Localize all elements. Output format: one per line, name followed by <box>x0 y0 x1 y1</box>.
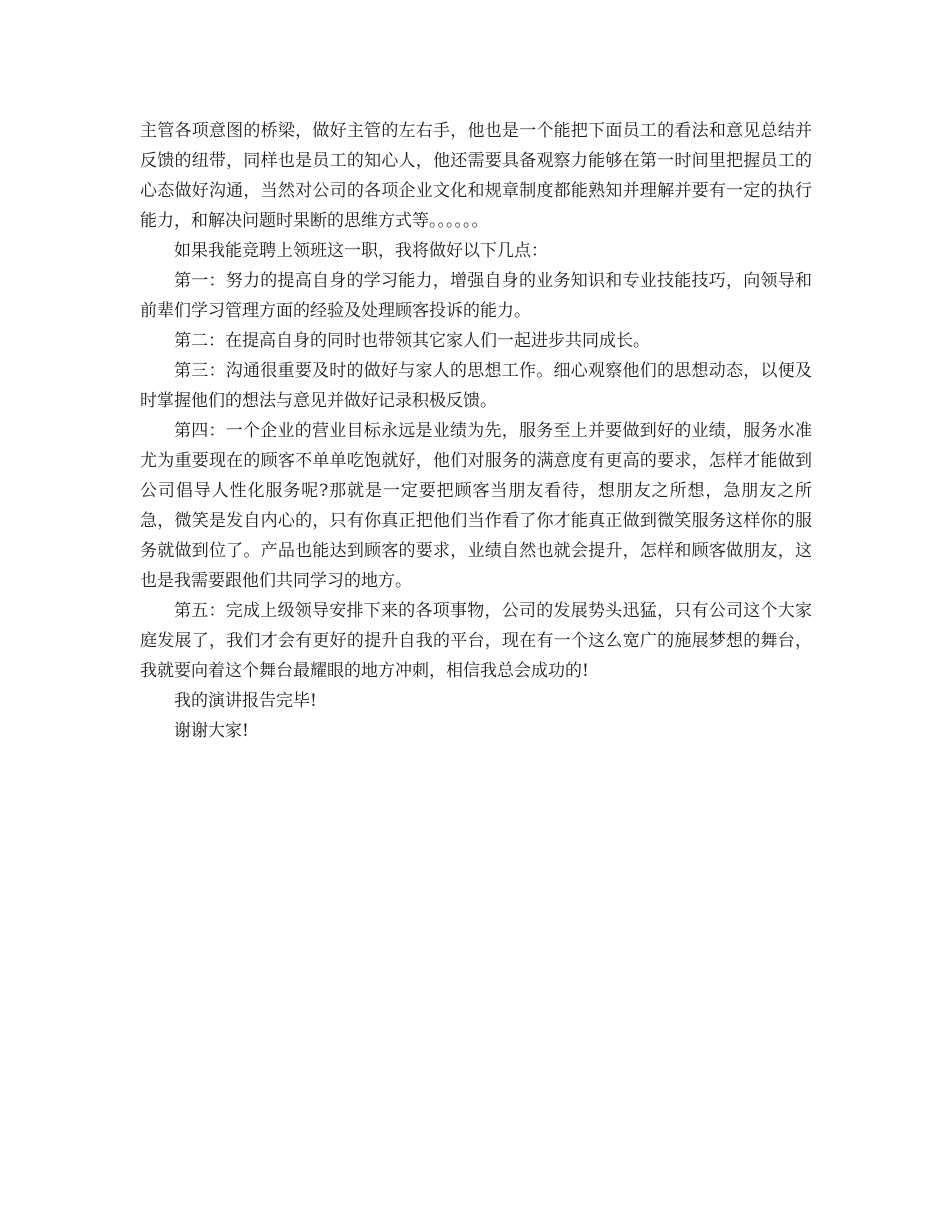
paragraph-point-five: 第五：完成上级领导安排下来的各项事物，公司的发展势头迅猛，只有公司这个大家庭发展了，我们才会有更好的提升自我的平台，现在有一个这么宽广的施展梦想的舞台，我就要向着这个舞台最耀眼的地方冲刺，相信我总会成功的! <box>140 601 812 681</box>
paragraph-commitment-lead: 如果我能竞聘上领班这一职，我将做好以下几点： <box>174 241 548 261</box>
paragraph-point-three: 第三：沟通很重要及时的做好与家人的思想工作。细心观察他们的思想动态，以便及时掌握他们的想法与意见并做好记录积极反馈。 <box>140 361 812 411</box>
paragraph-closing: 我的演讲报告完毕! <box>174 691 317 711</box>
document-body <box>140 116 812 746</box>
paragraph-point-four: 第四：一个企业的营业目标永远是业绩为先，服务至上并要做到好的业绩，服务水准尤为重要现在的顾客不单单吃饱就好，他们对服务的满意度有更高的要求，怎样才能做到公司倡导人性化服务呢?那就是一定要把顾客当朋友看待，想朋友之所想，急朋友之所急，微笑是发自内心的，只有你真正把他们当作看了你才能真正做到微笑服务这样你的服务就做到位了。产品也能达到顾客的要求，业绩自然也就会提升，怎样和顾客做朋友，这也是我需要跟他们共同学习的地方。 <box>140 421 812 591</box>
paragraph-point-two: 第二：在提高自身的同时也带领其它家人们一起进步共同成长。 <box>174 331 650 351</box>
paragraph-point-one: 第一：努力的提高自身的学习能力，增强自身的业务知识和专业技能技巧，向领导和前辈们学习管理方面的经验及处理顾客投诉的能力。 <box>140 271 812 321</box>
paragraph-thanks: 谢谢大家! <box>174 721 249 741</box>
paragraph-intro-continuation: 主管各项意图的桥梁，做好主管的左右手，他也是一个能把下面员工的看法和意见总结并反馈的纽带，同样也是员工的知心人，他还需要具备观察力能够在第一时间里把握员工的心态做好沟通，当然对公司的各项企业文化和规章制度都能熟知并理解并要有一定的执行能力，和解决问题时果断的思维方式等。。。。。。 <box>140 121 812 231</box>
